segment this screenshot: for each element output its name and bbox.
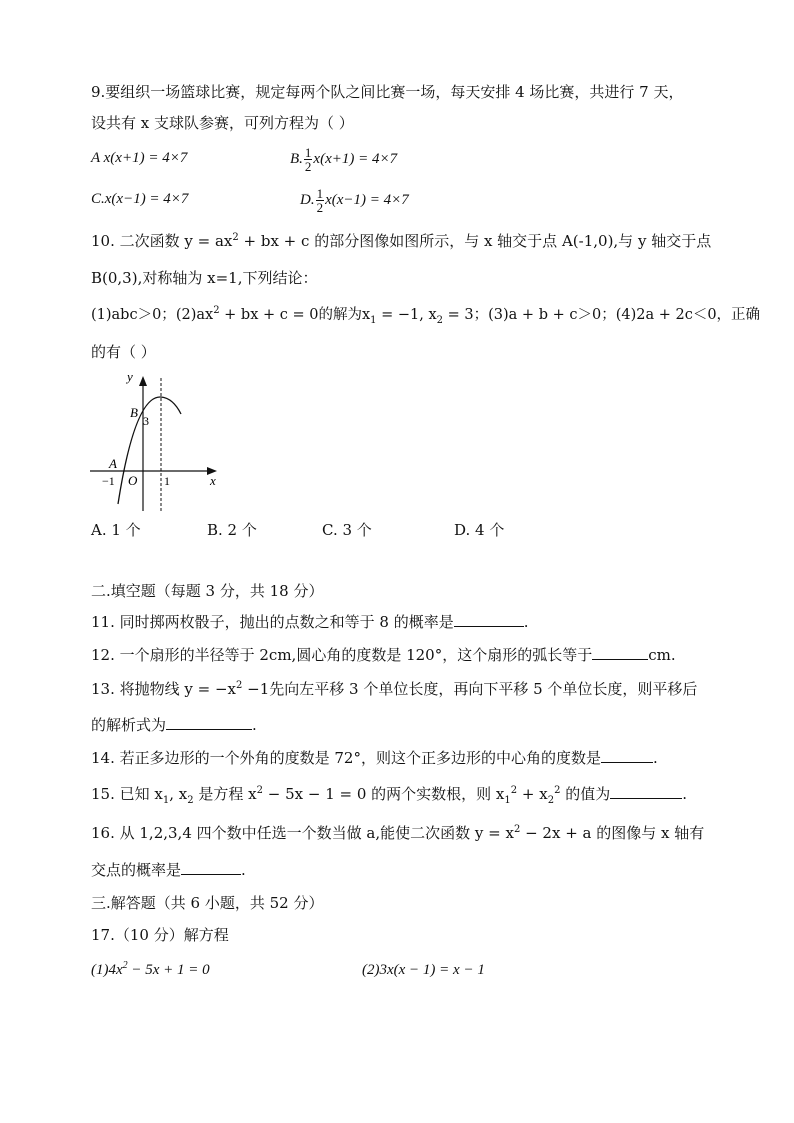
x-label: x	[210, 473, 216, 488]
q10-stem-line4: 的有（ ）	[91, 343, 156, 361]
x-intercept-label: −1	[102, 474, 115, 488]
y-label: y	[127, 369, 133, 384]
q17-stem: 17.（10 分）解方程	[91, 926, 229, 944]
q10-option-c: C. 3 个	[322, 521, 372, 539]
answer-blank[interactable]	[454, 612, 524, 627]
answer-blank[interactable]	[181, 860, 241, 875]
q12: 12. 一个扇形的半径等于 2cm,圆心角的度数是 120°，这个扇形的弧长等于 cm.	[91, 646, 676, 664]
q9-stem-line2: 设共有 x 支球队参赛，可列方程为（ ）	[91, 114, 354, 132]
point-b-label: B	[130, 405, 138, 420]
q10-option-d: D. 4 个	[454, 521, 505, 539]
fraction: $\frac{1}{2}$	[316, 185, 324, 215]
q11: 11. 同时掷两枚骰子，抛出的点数之和等于 8 的概率是 .	[91, 613, 529, 631]
origin-label: O	[128, 473, 138, 488]
y-intercept-label: 3	[143, 414, 149, 428]
q10-stem-line2: B(0,3),对称轴为 x=1,下列结论：	[91, 269, 318, 287]
q17-part2: (2)3x(x − 1) = x − 1	[362, 962, 485, 978]
section-2-heading: 二.填空题（每题 3 分，共 18 分）	[91, 582, 324, 600]
answer-blank[interactable]	[166, 715, 252, 730]
fraction: $\frac{1}{2}$	[304, 144, 312, 174]
q15: 15. 已知 $x_1$, $x_2$ 是方程 $x^2 - 5x - 1 = 0$ 的两个实数根，则 $x_1^2 + x_2^2$ 的值为 .	[91, 785, 688, 806]
q16-line2: 交点的概率是 .	[91, 861, 246, 879]
q13-line1: 13. 将抛物线 $y = -x^2 -1$先向左平移 3 个单位长度，再向下平移 5 个单位长度，则平移后	[91, 680, 698, 698]
answer-blank[interactable]	[592, 645, 648, 660]
point-a-label: A	[109, 456, 117, 471]
answer-blank[interactable]	[610, 784, 682, 799]
section-3-heading: 三.解答题（共 6 小题，共 52 分）	[91, 894, 324, 912]
q13-line2: 的解析式为 .	[91, 716, 257, 734]
q16-line1: 16. 从 1,2,3,4 四个数中任选一个数当做 a,能使二次函数 $y = x^2 - 2x + a$ 的图像与 x 轴有	[91, 824, 705, 842]
q9-option-c: C.x(x−1) = 4×7	[91, 191, 189, 207]
q17-part1: $(1)4x^2 - 5x + 1 = 0$	[91, 960, 210, 978]
axis-value-label: 1	[164, 474, 170, 488]
q9-option-a: A x(x+1) = 4×7	[91, 150, 188, 166]
q10-conclusions: (1)abc＞0；$(2)ax^2$ + bx + c = 0的解为$x_1 = -1$, $x_2 = 3$；(3)a + b + c＞0；(4)2a + 2c＜0，正确	[91, 305, 761, 326]
q9-option-d: D. $\frac{1}{2}$ x(x−1) = 4×7	[300, 185, 409, 215]
q10-stem-line1: 10. 二次函数 $y = ax^2$ + bx + c 的部分图像如图所示，与 x 轴交于点 A(-1,0),与 y 轴交于点	[91, 232, 712, 250]
q10-parabola-graph	[88, 366, 222, 514]
answer-blank[interactable]	[601, 748, 653, 763]
q10-option-b: B. 2 个	[207, 521, 257, 539]
q9-stem-line1: 9.要组织一场篮球比赛，规定每两个队之间比赛一场，每天安排 4 场比赛，共进行 7 天，	[91, 83, 684, 101]
q10-option-a: A. 1 个	[91, 521, 141, 539]
q9-option-b: B. $\frac{1}{2}$ x(x+1) = 4×7	[290, 144, 398, 174]
y-axis-arrow-icon	[139, 376, 147, 386]
q14: 14. 若正多边形的一个外角的度数是 72°，则这个正多边形的中心角的度数是 .	[91, 749, 658, 767]
